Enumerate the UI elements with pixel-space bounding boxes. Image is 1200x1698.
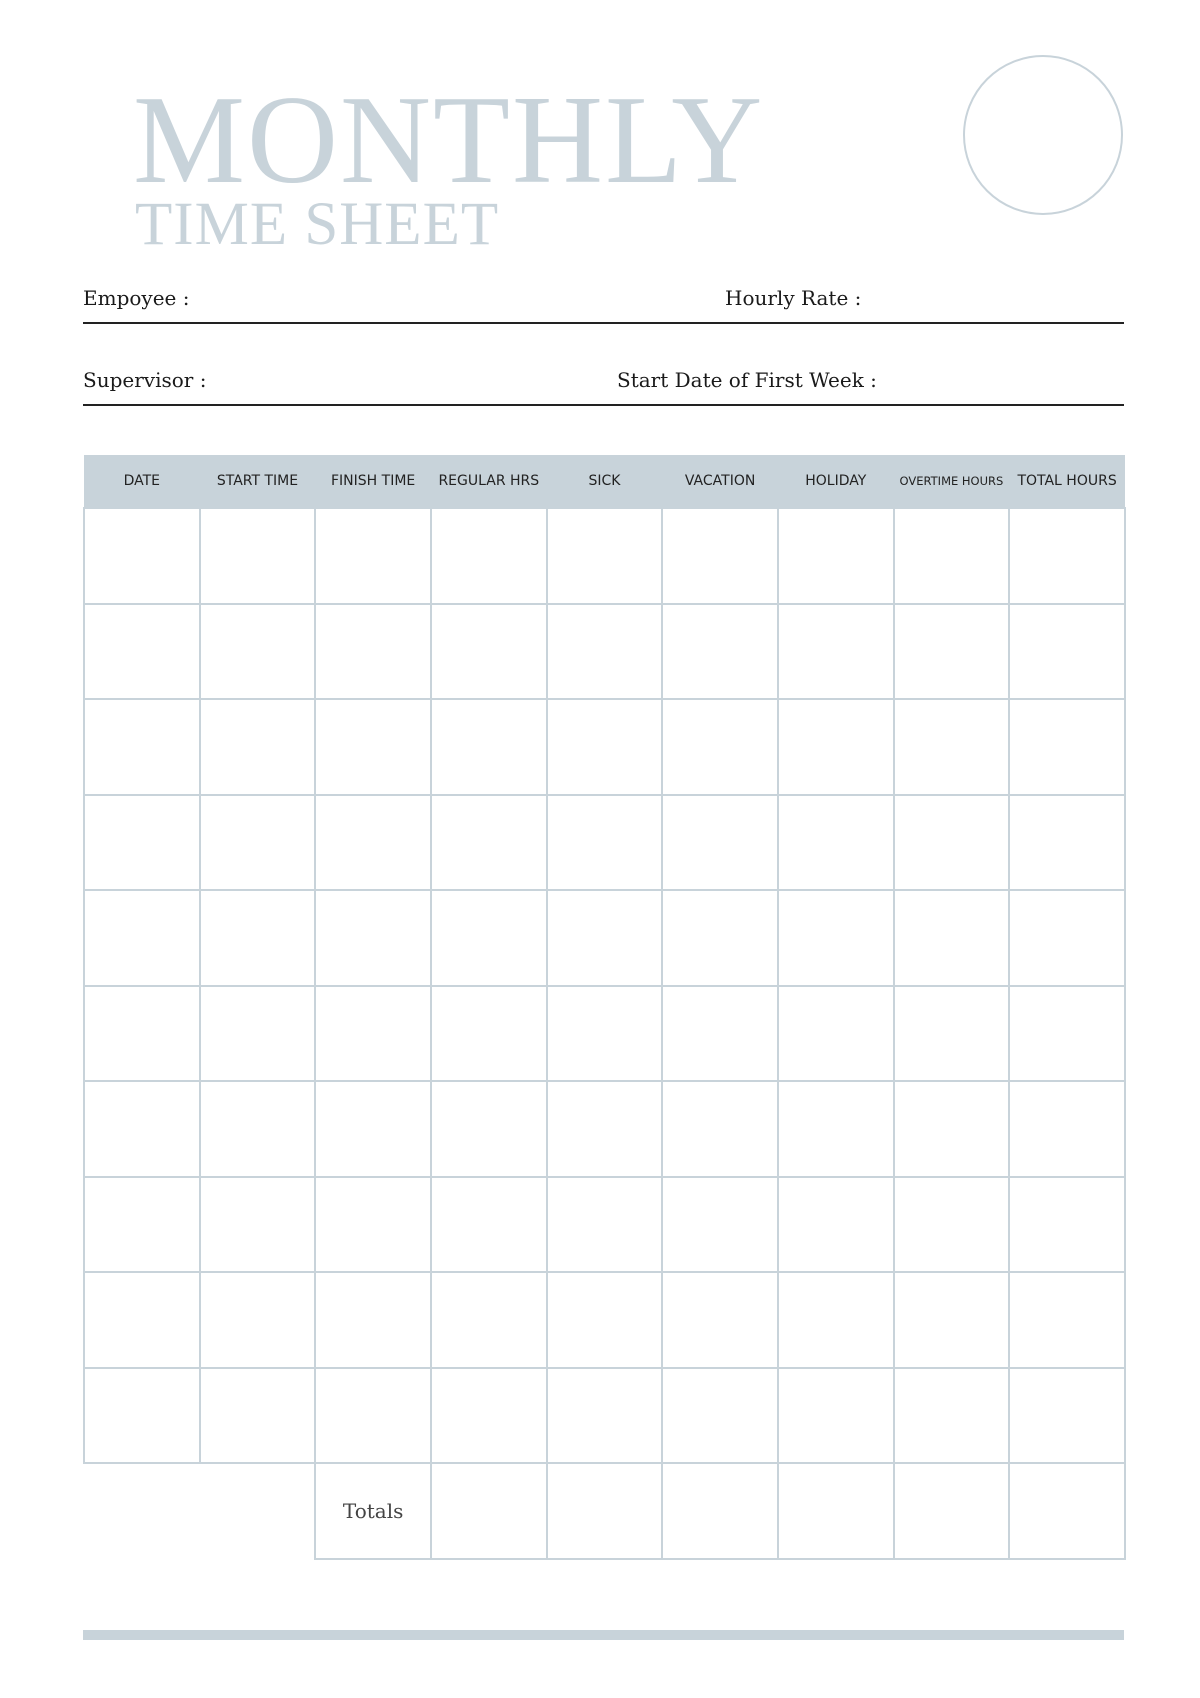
entry-cell-date[interactable] xyxy=(84,1272,200,1368)
start-date-label: Start Date of First Week : xyxy=(617,368,877,392)
entry-cell-start-time[interactable] xyxy=(200,1081,316,1177)
column-header-total-hours: TOTAL HOURS xyxy=(1009,455,1125,508)
entry-cell-finish-time[interactable] xyxy=(315,1368,431,1464)
table-row xyxy=(84,1368,1125,1464)
entry-cell-finish-time[interactable] xyxy=(315,508,431,604)
entry-cell-total-hours[interactable] xyxy=(1009,604,1125,700)
logo-circle xyxy=(963,55,1123,215)
entry-cell-finish-time[interactable] xyxy=(315,604,431,700)
totals-label: Totals xyxy=(315,1463,431,1559)
entry-cell-vacation[interactable] xyxy=(662,1177,778,1273)
entry-cell-vacation[interactable] xyxy=(662,508,778,604)
entry-cell-sick[interactable] xyxy=(547,699,663,795)
entry-cell-regular-hrs[interactable] xyxy=(431,1081,547,1177)
entry-cell-overtime-hours[interactable] xyxy=(894,1368,1010,1464)
timesheet-table xyxy=(83,455,1126,1560)
entry-cell-holiday[interactable] xyxy=(778,1177,894,1273)
entry-cell-total-hours[interactable] xyxy=(1009,1272,1125,1368)
entry-cell-date[interactable] xyxy=(84,890,200,986)
entry-cell-total-hours[interactable] xyxy=(1009,986,1125,1082)
totals-spacer xyxy=(84,1463,200,1559)
table-row xyxy=(84,1177,1125,1273)
column-header-regular-hrs: REGULAR HRS xyxy=(431,455,547,508)
entry-cell-regular-hrs[interactable] xyxy=(431,1177,547,1273)
entry-cell-overtime-hours[interactable] xyxy=(894,1081,1010,1177)
entry-cell-total-hours[interactable] xyxy=(1009,1368,1125,1464)
entry-cell-regular-hrs[interactable] xyxy=(431,699,547,795)
entry-cell-overtime-hours[interactable] xyxy=(894,1177,1010,1273)
entry-cell-regular-hrs[interactable] xyxy=(431,604,547,700)
table-row xyxy=(84,1272,1125,1368)
entry-cell-sick[interactable] xyxy=(547,1272,663,1368)
table-row xyxy=(84,1081,1125,1177)
entry-cell-holiday[interactable] xyxy=(778,795,894,891)
entry-cell-start-time[interactable] xyxy=(200,699,316,795)
column-header-vacation: VACATION xyxy=(662,455,778,508)
entry-cell-vacation[interactable] xyxy=(662,1368,778,1464)
entry-cell-date[interactable] xyxy=(84,1081,200,1177)
entry-cell-finish-time[interactable] xyxy=(315,1272,431,1368)
table-row xyxy=(84,508,1125,604)
entry-cell-sick[interactable] xyxy=(547,1368,663,1464)
entry-cell-date[interactable] xyxy=(84,604,200,700)
entry-cell-overtime-hours[interactable] xyxy=(894,604,1010,700)
entry-cell-holiday[interactable] xyxy=(778,508,894,604)
table-row xyxy=(84,795,1125,891)
entry-cell-sick[interactable] xyxy=(547,986,663,1082)
entry-cell-overtime-hours[interactable] xyxy=(894,795,1010,891)
entry-cell-sick[interactable] xyxy=(547,1177,663,1273)
entry-cell-overtime-hours[interactable] xyxy=(894,508,1010,604)
entry-cell-holiday[interactable] xyxy=(778,1272,894,1368)
employee-label: Empoyee : xyxy=(83,286,190,310)
entry-cell-holiday[interactable] xyxy=(778,699,894,795)
entry-cell-start-time[interactable] xyxy=(200,795,316,891)
totals-cell-regular-hrs[interactable] xyxy=(431,1463,547,1559)
entry-cell-vacation[interactable] xyxy=(662,1081,778,1177)
entry-cell-date[interactable] xyxy=(84,1177,200,1273)
column-header-sick: SICK xyxy=(547,455,663,508)
column-header-start-time: START TIME xyxy=(200,455,316,508)
entry-cell-sick[interactable] xyxy=(547,508,663,604)
entry-cell-date[interactable] xyxy=(84,1368,200,1464)
entry-cell-finish-time[interactable] xyxy=(315,1177,431,1273)
entry-cell-overtime-hours[interactable] xyxy=(894,1272,1010,1368)
entry-cell-regular-hrs[interactable] xyxy=(431,1272,547,1368)
entry-cell-vacation[interactable] xyxy=(662,890,778,986)
totals-cell-vacation[interactable] xyxy=(662,1463,778,1559)
column-header-overtime-hours: OVERTIME HOURS xyxy=(894,455,1010,508)
table-row xyxy=(84,699,1125,795)
entry-cell-holiday[interactable] xyxy=(778,986,894,1082)
totals-spacer xyxy=(200,1463,316,1559)
entry-cell-total-hours[interactable] xyxy=(1009,508,1125,604)
entry-cell-holiday[interactable] xyxy=(778,890,894,986)
entry-cell-holiday[interactable] xyxy=(778,1081,894,1177)
entry-cell-regular-hrs[interactable] xyxy=(431,508,547,604)
entry-cell-total-hours[interactable] xyxy=(1009,890,1125,986)
entry-cell-overtime-hours[interactable] xyxy=(894,986,1010,1082)
entry-cell-start-time[interactable] xyxy=(200,986,316,1082)
entry-cell-sick[interactable] xyxy=(547,1081,663,1177)
table-row xyxy=(84,986,1125,1082)
totals-cell-total-hours[interactable] xyxy=(1009,1463,1125,1559)
entry-cell-start-time[interactable] xyxy=(200,890,316,986)
entry-cell-sick[interactable] xyxy=(547,795,663,891)
entry-cell-start-time[interactable] xyxy=(200,604,316,700)
entry-cell-finish-time[interactable] xyxy=(315,986,431,1082)
page-subtitle: TIME SHEET xyxy=(135,191,500,258)
entry-cell-regular-hrs[interactable] xyxy=(431,986,547,1082)
page-title: MONTHLY xyxy=(133,71,765,210)
entry-cell-vacation[interactable] xyxy=(662,604,778,700)
entry-cell-sick[interactable] xyxy=(547,604,663,700)
entry-cell-vacation[interactable] xyxy=(662,1272,778,1368)
entry-cell-start-time[interactable] xyxy=(200,1272,316,1368)
entry-cell-finish-time[interactable] xyxy=(315,699,431,795)
totals-cell-overtime-hours[interactable] xyxy=(894,1463,1010,1559)
table-header-row xyxy=(84,455,1125,508)
supervisor-date-row[interactable] xyxy=(83,364,1124,406)
supervisor-label: Supervisor : xyxy=(83,368,207,392)
hourly-rate-label: Hourly Rate : xyxy=(725,286,862,310)
entry-cell-vacation[interactable] xyxy=(662,986,778,1082)
entry-cell-holiday[interactable] xyxy=(778,604,894,700)
entry-cell-finish-time[interactable] xyxy=(315,890,431,986)
entry-cell-start-time[interactable] xyxy=(200,508,316,604)
entry-cell-total-hours[interactable] xyxy=(1009,1177,1125,1273)
entry-cell-date[interactable] xyxy=(84,508,200,604)
entry-cell-date[interactable] xyxy=(84,986,200,1082)
entry-cell-sick[interactable] xyxy=(547,890,663,986)
footer-bar xyxy=(83,1630,1124,1640)
entry-cell-vacation[interactable] xyxy=(662,795,778,891)
totals-cell-sick[interactable] xyxy=(547,1463,663,1559)
entry-cell-regular-hrs[interactable] xyxy=(431,795,547,891)
column-header-holiday: HOLIDAY xyxy=(778,455,894,508)
entry-cell-overtime-hours[interactable] xyxy=(894,890,1010,986)
entry-cell-regular-hrs[interactable] xyxy=(431,890,547,986)
column-header-finish-time: FINISH TIME xyxy=(315,455,431,508)
employee-rate-row[interactable] xyxy=(83,282,1124,324)
entry-cell-overtime-hours[interactable] xyxy=(894,699,1010,795)
column-header-date: DATE xyxy=(84,455,200,508)
table-row xyxy=(84,604,1125,700)
entry-cell-vacation[interactable] xyxy=(662,699,778,795)
entry-cell-total-hours[interactable] xyxy=(1009,699,1125,795)
entry-cell-date[interactable] xyxy=(84,795,200,891)
entry-cell-regular-hrs[interactable] xyxy=(431,1368,547,1464)
entry-cell-finish-time[interactable] xyxy=(315,1081,431,1177)
table-row xyxy=(84,890,1125,986)
entry-cell-start-time[interactable] xyxy=(200,1368,316,1464)
entry-cell-start-time[interactable] xyxy=(200,1177,316,1273)
totals-row xyxy=(84,1463,1125,1559)
entry-cell-finish-time[interactable] xyxy=(315,795,431,891)
entry-cell-total-hours[interactable] xyxy=(1009,1081,1125,1177)
entry-cell-total-hours[interactable] xyxy=(1009,795,1125,891)
entry-cell-holiday[interactable] xyxy=(778,1368,894,1464)
totals-cell-holiday[interactable] xyxy=(778,1463,894,1559)
entry-cell-date[interactable] xyxy=(84,699,200,795)
